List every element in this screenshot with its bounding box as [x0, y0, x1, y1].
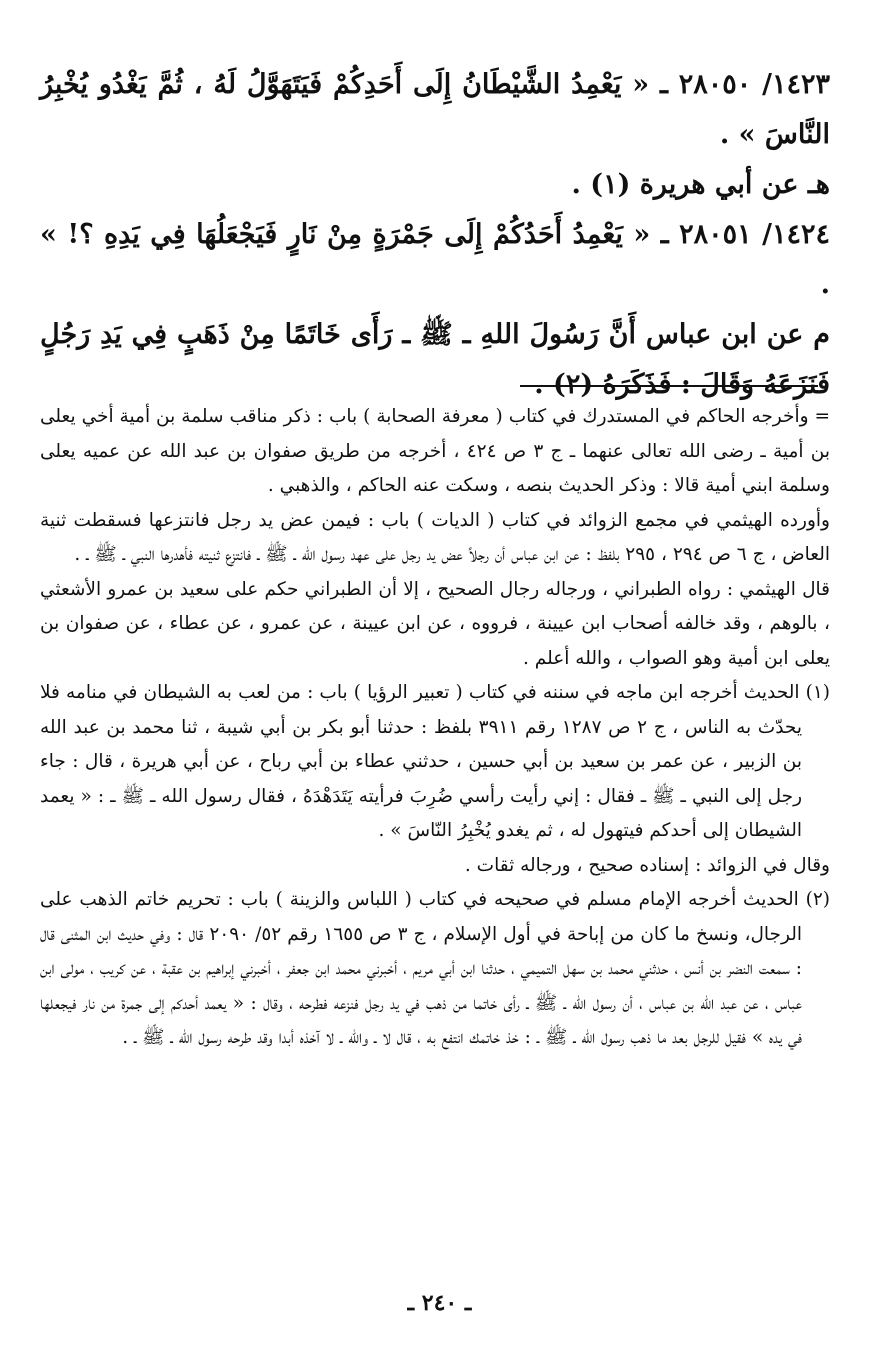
main-text	[40, 60, 830, 410]
footnotes	[40, 400, 830, 1056]
footnote-continuation-2: وأورده الهيثمي في مجمع الزوائد في كتاب ( الديات ) باب : فيمن عض يد رجل فانتزعها فسقطت ثنية العاض ، ج ٦ ص ٢٩٤ ، ٢٩٥ بلفظ : عن ابن عباس أن رجلاً عض يد رجل على عهد رسول الله ـ ﷺ ـ فانتزع ثنيته فأهدرها النبي ـ ﷺ ـ .	[40, 509, 830, 565]
footnote-1-note: وقال في الزوائد : إسناده صحيح ، ورجاله ثقات .	[464, 854, 830, 876]
hadith-1423-source: هـ عن أبي هريرة (١) .	[571, 169, 830, 200]
hadith-block	[40, 60, 830, 410]
footnote-divider	[520, 385, 818, 387]
page-number: ـ ٢٤٠ ـ	[407, 1290, 472, 1316]
hadith-1424-source: م عن ابن عباس أَنَّ رَسُولَ اللهِ ـ ﷺ ـ رَأَى خَاتَمًا مِنْ ذَهَبٍ فِي يَدِ رَجُلٍ فَنَزَعَهُ وَقَالَ : فَذَكَرَهُ (٢) .	[40, 319, 830, 400]
footnote-2: (٢) الحديث أخرجه الإمام مسلم في صحيحه في كتاب ( اللباس والزينة ) باب : تحريم خاتم الذهب على الرجال، ونسخ ما كان من إباحة في أول الإسلام ، ج ٣ ص ١٦٥٥ رقم ٥٢/ ٢٠٩٠ قال : وفي حديث ابن المثنى قال : سمعت النضر بن أنس ، حدثني محمد بن سهل التميمي ، حدثنا ابن أبي مريم ، أخبرني محمد ابن جعفر ، أخبرني إبراهيم بن عقبة ، عن كريب ، مولى ابن عباس ، عن عبد الله بن عباس ، أن رسول الله ـ ﷺ ـ رأى خاتما من ذهب في يد رجل فنزعه فطرحه ، وقال : « يعمد أحدكم إلى جمرة من نار فيجعلها في يده » فقيل للرجل بعد ما ذهب رسول الله ـ ﷺ ـ : خذ خاتمك انتفع به ، قال لا ـ والله ـ لا آخذه أبدا وقد طرحه رسول الله ـ ﷺ ـ .	[40, 889, 830, 1048]
hadith-1423: ١٤٢٣/ ٢٨٠٥٠ ـ « يَعْمِدُ الشَّيْطَانُ إِلَى أَحَدِكُمْ فَيَتَهَوَّلُ لَهُ ، ثُمَّ يَغْدُو يُخْبِرُ النَّاسَ » .	[40, 69, 831, 150]
footnote-1: (١) الحديث أخرجه ابن ماجه في سننه في كتاب ( تعبير الرؤيا ) باب : من لعب به الشيطان في منامه فلا يحدّث به الناس ، ج ٢ ص ١٢٨٧ رقم ٣٩١١ بلفظ : حدثنا أبو بكر بن أبي شيبة ، ثنا محمد بن عبد الله بن الزبير ، عن عمر بن سعيد بن أبي حسين ، حدثني عطاء بن أبي رباح ، عن أبي هريرة ، قال : جاء رجل إلى النبي ـ ﷺ ـ فقال : إني رأيت رأسي ضُرِبَ فرأيته يَتَدَهْدَهُ ، فقال رسول الله ـ ﷺ ـ : « يعمد الشيطان إلى أحدكم فيتهول له ، ثم يغدو يُخْبِرُ النّاسَ » .	[40, 682, 830, 841]
footnote-continuation-1: = وأخرجه الحاكم في المستدرك في كتاب ( معرفة الصحابة ) باب : ذكر مناقب سلمة بن أمية أخي يعلى بن أمية ـ رضى الله تعالى عنهما ـ ج ٣ ص ٤٢٤ ، أخرجه من طريق صفوان بن عبد الله عن عميه يعلى وسلمة ابني أمية قالا : وذكر الحديث بنصه ، وسكت عنه الحاكم ، والذهبي .	[40, 406, 830, 496]
footnote-continuation-3: قال الهيثمي : رواه الطبراني ، ورجاله رجال الصحيح ، إلا أن الطبراني حكم على سعيد بن عمرو الأشعثي ، بالوهم ، وقد خالفه أصحاب ابن عيينة ، فرووه ، عن ابن عيينة ، عن عمرو ، عن عطاء ، عن صفوان بن يعلى ابن أمية وهو الصواب ، والله أعلم .	[40, 578, 830, 669]
hadith-1424: ١٤٢٤/ ٢٨٠٥١ ـ « يَعْمِدُ أَحَدُكُمْ إِلَى جَمْرَةٍ مِنْ نَارٍ فَيَجْعَلُهَا فِي يَدِهِ ؟! » .	[40, 219, 830, 300]
